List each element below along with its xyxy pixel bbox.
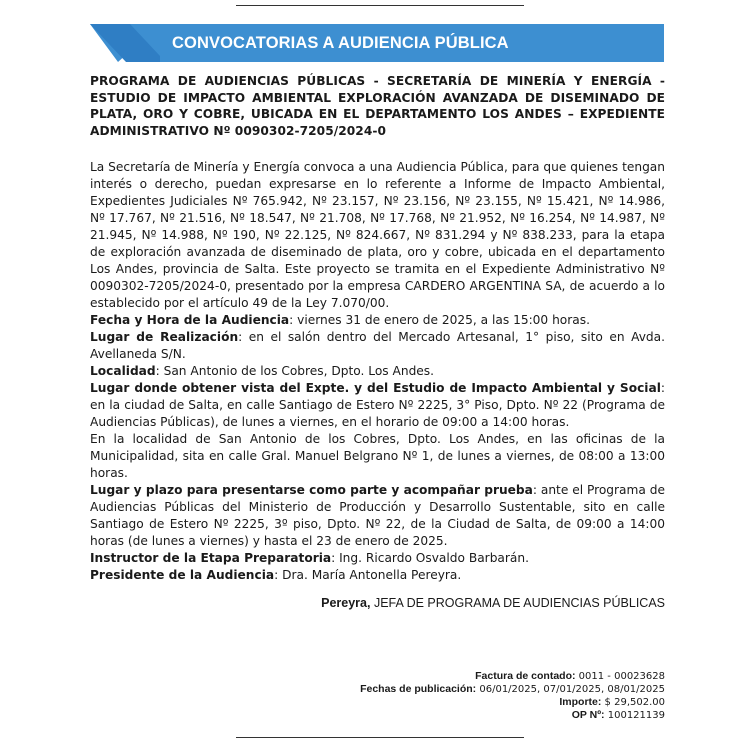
footer-fechas (360, 683, 665, 696)
lugar-label: Lugar de Realización (90, 330, 239, 344)
footer-importe (360, 696, 665, 709)
lugar-value: : en el salón dentro del Mercado Artesanal, 1° piso, sito en Avda. Avellaneda S/N. (90, 330, 665, 361)
factura-value: 0011 - 00023628 (575, 671, 665, 682)
fechas-value: 06/01/2025, 07/01/2025, 08/01/2025 (476, 684, 665, 695)
section-banner (90, 24, 664, 62)
presidente-value: : Dra. María Antonella Pereyra. (274, 568, 462, 582)
vista-value: : en la ciudad de Salta, en calle Santiago de Estero Nº 2225, 3° Piso, Dpto. Nº 22 (Programa de Audiencias Públicas), de lunes a viernes, en el horario de 09:00 a 14:00 horas. (90, 381, 665, 429)
importe-label: Importe: (559, 696, 602, 708)
instructor-label: Instructor de la Etapa Preparatoria (90, 551, 332, 565)
factura-label: Factura de contado: (475, 670, 576, 682)
notice-body (90, 73, 665, 584)
notice-localidad (90, 363, 665, 380)
notice-presidente (90, 567, 665, 584)
plazo-value: : ante el Programa de Audiencias Públicas del Ministerio de Producción y Desarrollo Sustentable, sito en calle Santiago de Estero Nº 2225, 3º piso, Dpto. Nº 22, de la Ciudad de Salta, de 09:00 a 14:00 horas (de lunes a viernes) y hasta el 23 de enero de 2025. (90, 483, 665, 548)
presidente-label: Presidente de la Audiencia (90, 568, 275, 582)
notice-fecha (90, 312, 665, 329)
op-label: OP Nº: (571, 709, 605, 721)
publication-footer (360, 670, 665, 722)
notice-lugar (90, 329, 665, 363)
fecha-label: Fecha y Hora de la Audiencia (90, 313, 290, 327)
vista-label: Lugar donde obtener vista del Expte. y del Estudio de Impacto Ambiental y Social (90, 381, 661, 395)
localidad-label: Localidad (90, 364, 156, 378)
footer-factura (360, 670, 665, 683)
notice-vista-extra: En la localidad de San Antonio de los Cobres, Dpto. Los Andes, en las oficinas de la Municipalidad, sita en calle Gral. Manuel Belgrano Nº 1, de lunes a viernes, de 08:00 a 13:00 horas. (90, 432, 665, 480)
notice-vista (90, 380, 665, 431)
signature-role: JEFA DE PROGRAMA DE AUDIENCIAS PÚBLICAS (370, 596, 665, 610)
importe-value: $ 29,502.00 (601, 697, 665, 708)
signature-name: Pereyra, (321, 596, 371, 610)
notice-heading: PROGRAMA DE AUDIENCIAS PÚBLICAS - SECRETARÍA DE MINERÍA Y ENERGÍA - ESTUDIO DE IMPACTO AMBIENTAL EXPLORACIÓN AVANZADA DE DISEMINADO DE PLATA, ORO Y COBRE, UBICADA EN EL DEPARTAMENTO LOS ANDES – EXPEDIENTE ADMINISTRATIVO Nº 0090302-7205/2024-0 (90, 74, 665, 138)
footer-op (360, 709, 665, 722)
bottom-rule (236, 737, 524, 738)
fecha-value: : viernes 31 de enero de 2025, a las 15:00 horas. (289, 313, 590, 327)
localidad-value: : San Antonio de los Cobres, Dpto. Los Andes. (155, 364, 435, 378)
notice-plazo (90, 482, 665, 550)
instructor-value: : Ing. Ricardo Osvaldo Barbarán. (331, 551, 529, 565)
signature (90, 596, 665, 610)
fechas-label: Fechas de publicación: (360, 683, 477, 695)
op-value: 100121139 (604, 710, 665, 721)
notice-intro: La Secretaría de Minería y Energía convoca a una Audiencia Pública, para que quienes tengan interés o derecho, puedan expresarse en lo referente a Informe de Impacto Ambiental, Expedientes Judiciales Nº 765.942, Nº 23.157, Nº 23.156, Nº 23.155, Nº 15.421, Nº 14.986, Nº 17.767, Nº 21.516, Nº 18.547, Nº 21.708, Nº 17.768, Nº 21.952, Nº 16.254, Nº 14.987, Nº 21.945, Nº 14.988, Nº 190, Nº 22.125, Nº 824.667, Nº 831.294 y Nº 838.233, para la etapa de exploración avanzada de diseminado de plata, oro y cobre, ubicada en el departamento Los Andes, provincia de Salta. Este proyecto se tramita en el Expediente Administrativo Nº 0090302-7205/2024-0, presentado por la empresa CARDERO ARGENTINA SA, de acuerdo a lo establecido por el artículo 49 de la Ley 7.070/00. (90, 160, 665, 310)
plazo-label: Lugar y plazo para presentarse como parte y acompañar prueba (90, 483, 533, 497)
banner-title: CONVOCATORIAS A AUDIENCIA PÚBLICA (172, 34, 509, 52)
top-rule (236, 5, 524, 6)
notice-instructor (90, 550, 665, 567)
